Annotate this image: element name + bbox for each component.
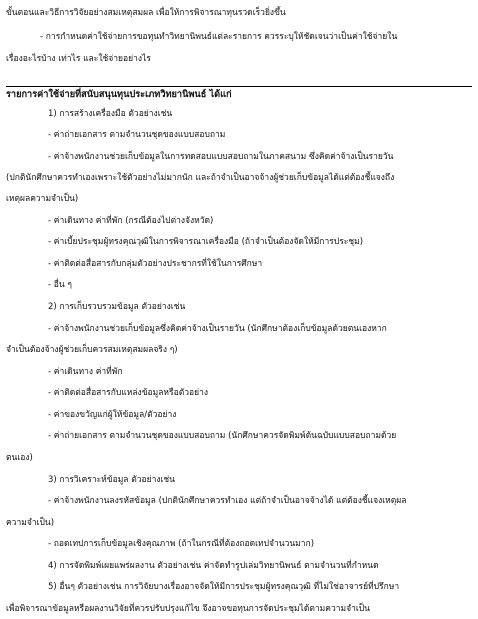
list-item: - ค่าถ่ายเอกสาร ตามจำนวนชุดของแบบสอบถาม (นักศึกษาควรจัดพิมพ์ต้นฉบับแบบสอบถามด้วย (48, 431, 397, 442)
section-heading: รายการค่าใช้จ่ายที่สนับสนุนทุนประเภทวิทยานิพนธ์ ได้แก่ (6, 89, 232, 101)
list-item-continued: (ปกตินักศึกษาควรทำเองเพราะใช้ตัวอย่างไม่มากนัก และถ้าจำเป็นอาจจ้างผู้ช่วยเก็บข้อมูลได้แต่ต้องชี้แจงถึง (6, 172, 395, 183)
list-item-continued: ความจำเป็น) (6, 517, 55, 528)
list-item: - ค่าติดต่อสื่อสารกับแหล่งข้อมูลหรือตัวอย่าง (48, 388, 208, 399)
list-item: - ค่าถ่ายเอกสาร ตามจำนวนชุดของแบบสอบถาม (48, 130, 226, 141)
list-item: - ค่าจ้างพนักงานช่วยเก็บข้อมูลในการทดสอบแบบสอบถามในภาคสนาม ซึ่งคิดค่าจ้างเป็นรายวัน (48, 151, 394, 162)
list-item: - ค่าจ้างพนักงานช่วยเก็บข้อมูลซึ่งคิดค่าจ้างเป็นรายวัน (นักศึกษาต้องเก็บข้อมูลด้วยตนเองหาก (48, 323, 387, 334)
list-item: - อื่น ๆ (48, 280, 72, 291)
list-item: - ค่าของขวัญแก่ผู้ให้ข้อมูล/ตัวอย่าง (48, 409, 177, 420)
list-item: - ค่าเดินทาง ค่าที่พัก (กรณีต้องไปต่างจังหวัด) (48, 215, 214, 226)
list-item: - ถอดเทปการเก็บข้อมูลเชิงคุณภาพ (ถ้าในกรณีที่ต้องถอดเทปจำนวนมาก) (48, 539, 315, 550)
list-item: - ค่าเบี้ยประชุมผู้ทรงคุณวุฒิในการพิจารณาเครื่องมือ (ถ้าจำเป็นต้องจัดให้มีการประชุม) (48, 237, 364, 248)
list-item-continued: เพื่อพิจารณาข้อมูลหรือผลงานวิจัยที่ควรปรับปรุงแก้ไข จึงอาจขอทุนการจัดประชุมได้ตามความจำเป็น (6, 604, 370, 614)
item-3-heading: 3) การวิเคราะห์ข้อมูล ตัวอย่างเช่น (48, 474, 175, 485)
list-item-continued: จำเป็นต้องจ้างผู้ช่วยเก็บควรสมเหตุสมผลจริง ๆ) (6, 345, 178, 356)
item-4-heading: 4) การจัดพิมพ์เผยแพร่ผลงาน ตัวอย่างเช่น ค่าจัดทำรูปเล่มวิทยานิพนธ์ ตามจำนวนที่กำหนด (48, 560, 379, 571)
list-item-continued: ตนเอง) (6, 453, 33, 463)
item-5-heading: 5) อื่นๆ ตัวอย่างเช่น การวิจัยบางเรื่องอาจจัดให้มีการประชุมผู้ทรงคุณวุฒิ ที่ไม่ใช่อาจารย์ที่ปรึกษา (48, 582, 400, 593)
intro-line-1: ขั้นตอนและวิธีการวิจัยอย่างสมเหตุสมผล เพื่อให้การพิจารณาทุนรวดเร็วยิ่งขึ้น (6, 7, 286, 18)
list-item: - ค่าติดต่อสื่อสารกับกลุ่มตัวอย่างประชากรที่ใช้ในการศึกษา (48, 258, 263, 269)
item-1-heading: 1) การสร้างเครื่องมือ ตัวอย่างเช่น (48, 108, 173, 119)
section-divider (6, 86, 472, 87)
list-item: - ค่าเดินทาง ค่าที่พัก (48, 366, 123, 377)
intro-line-3: เรื่องอะไรบ้าง เท่าไร และใช้จ่ายอย่างไร (6, 53, 151, 64)
list-item-continued: เหตุผลความจำเป็น) (6, 194, 79, 205)
item-2-heading: 2) การเก็บรวบรวมข้อมูล ตัวอย่างเช่น (48, 302, 186, 312)
list-item: - ค่าจ้างพนักงานลงรหัสข้อมูล (ปกตินักศึกษาควรทำเอง แต่ถ้าจำเป็นอาจจ้างได้ แต่ต้องชี้แจงเหตุผล (48, 496, 407, 507)
intro-line-2: - การกำหนดค่าใช้จ่ายการขอทุนทำวิทยานิพนธ์แต่ละรายการ ควรระบุให้ชัดเจนว่าเป็นค่าใช้จ่ายใน (40, 31, 398, 42)
